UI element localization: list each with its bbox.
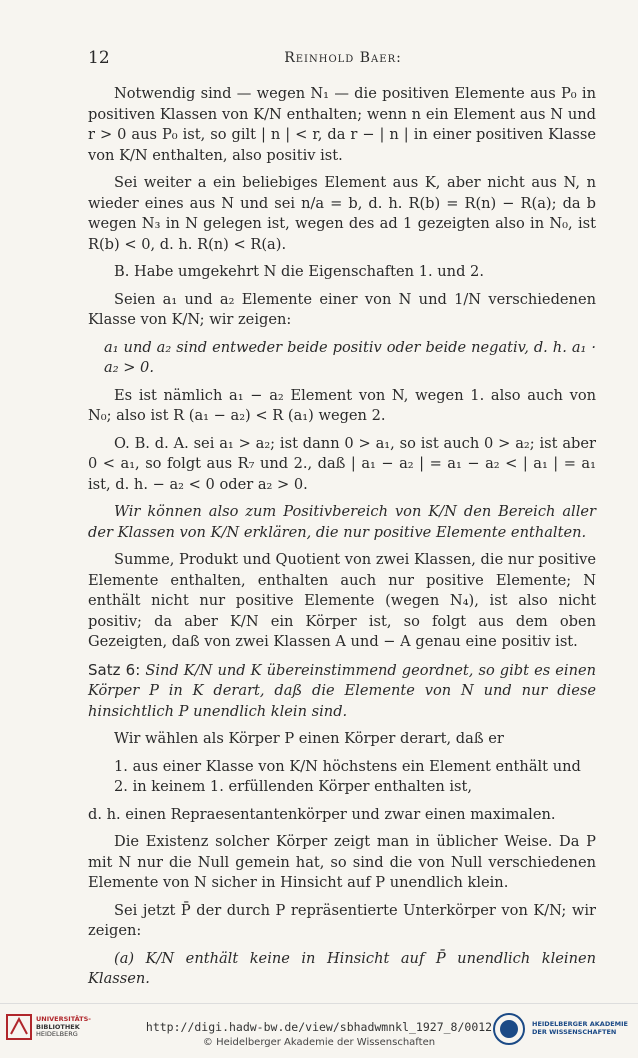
- italic-statement: Wir können also zum Positivbereich von K/N den Bereich aller der Klassen von K/N erklären, die nur positive Elemente enthalten.: [88, 503, 596, 541]
- academy-line: DER WISSENSCHAFTEN: [532, 1028, 617, 1036]
- page-number: 12: [88, 48, 110, 68]
- list-item: 1. aus einer Klasse von K/N höchstens ein Element enthält und: [114, 757, 581, 775]
- running-header: [88, 48, 598, 68]
- academy-line: HEIDELBERGER AKADEMIE: [532, 1020, 628, 1028]
- paragraph: Die Existenz solcher Körper zeigt man in üblicher Weise. Da P mit N nur die Null gemein hat, so sind die von Null verschiedenen Elemente von N sicher in Hinsicht auf P unendlich klein.: [88, 833, 596, 891]
- paragraph: (a) K/N enthält keine in Hinsicht auf P̄ unendlich kleinen Klassen.: [88, 949, 596, 987]
- theorem-label: Satz 6:: [88, 660, 141, 679]
- running-title: Reinhold Baer:: [284, 50, 402, 66]
- paragraph: O. B. d. A. sei a₁ > a₂; ist dann 0 > a₁, so ist auch 0 > a₂; ist aber 0 < a₁, so folgt aus R₇ und 2., daß | a₁ − a₂ | = a₁ − a₂ < | a₁ | = a₁ ist, d. h. − a₂ < 0 oder a₂ > 0.: [88, 434, 596, 493]
- academy-label: [532, 1020, 628, 1036]
- page-body: [88, 84, 596, 997]
- paragraph: Sei jetzt P̄ der durch P repräsentierte Unterkörper von K/N; wir zeigen:: [88, 901, 596, 939]
- academy-seal-icon[interactable]: [492, 1012, 526, 1046]
- paragraph: Notwendig sind — wegen N₁ — die positiven Elemente aus P₀ in positiven Klassen von K/N enthalten; wenn n ein Element aus N und r > 0 aus P₀ ist, so gilt | n | < r, da r − | n | in einer positiven Klasse von K/N enthalten, also positiv ist.: [88, 85, 596, 164]
- ub-line: UNIVERSITÄTS-: [36, 1015, 91, 1023]
- theorem-text: Sind K/N und K übereinstimmend geordnet, so gibt es einen Körper P in K derart, daß die Elemente von N und nur diese hinsichtlich P unendlich klein sind.: [88, 661, 596, 720]
- list-item: 2. in keinem 1. erfüllenden Körper enthalten ist,: [114, 778, 473, 795]
- viewer-footer: [0, 1003, 638, 1058]
- paragraph: d. h. einen Repraesentantenkörper und zwar einen maximalen.: [88, 805, 556, 823]
- paragraph: B. Habe umgekehrt N die Eigenschaften 1. und 2.: [114, 263, 484, 280]
- condition-list: [88, 757, 596, 798]
- ub-line: HEIDELBERG: [36, 1030, 78, 1038]
- paragraph: Summe, Produkt und Quotient von zwei Klassen, die nur positive Elemente enthalten, enthalten auch nur positive Elemente; N enthält nicht nur positive Elemente (wegen N₄), ist also nicht positiv; da aber K/N ein Körper ist, so folgt aus dem oben Gezeigten, daß von zwei Klassen A und − A genau eine positiv ist.: [88, 551, 596, 650]
- paragraph: Sei weiter a ein beliebiges Element aus K, aber nicht aus N, n wieder eines aus N und sei n/a = b, d. h. R(b) = R(n) − R(a); da b wegen N₃ in N gelegen ist, wegen des ad 1 gezeigten also in N₀, ist R(b) < 0, d. h. R(n) < R(a).: [88, 174, 596, 253]
- permalink-url[interactable]: http://digi.hadw-bw.de/view/sbhadwmnkl_1927_8/0012: [145, 1020, 493, 1034]
- theorem-satz-6: [88, 660, 596, 723]
- copyright-notice: © Heidelberger Akademie der Wissenschaften: [202, 1037, 436, 1048]
- paragraph: Es ist nämlich a₁ − a₂ Element von N, wegen 1. also auch von N₀; also ist R (a₁ − a₂) < R (a₁) wegen 2.: [88, 386, 596, 424]
- paragraph: Seien a₁ und a₂ Elemente einer von N und 1/N verschiedenen Klasse von K/N; wir zeigen:: [88, 290, 596, 328]
- paragraph: Wir wählen als Körper P einen Körper derart, daß er: [114, 730, 504, 747]
- italic-statement: a₁ und a₂ sind entweder beide positiv oder beide negativ, d. h. a₁ · a₂ > 0.: [104, 338, 596, 376]
- ub-line: BIBLIOTHEK: [36, 1022, 80, 1031]
